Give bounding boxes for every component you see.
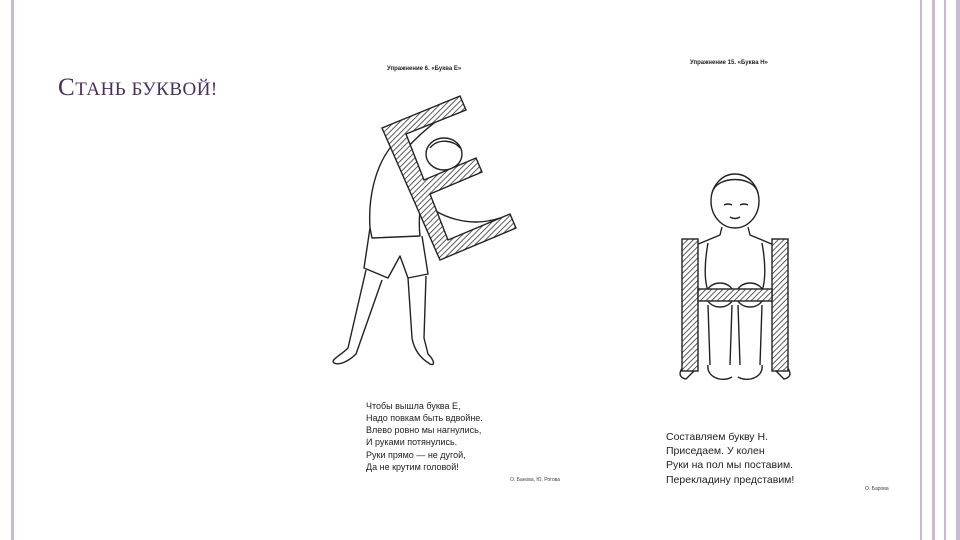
poem-line: Приседаем. У колен — [666, 445, 765, 458]
right-border-stripe — [956, 0, 960, 540]
letter-e-figure — [320, 88, 530, 378]
poem-line: Руки на пол мы поставим. — [666, 459, 794, 472]
title-first-letter: С — [58, 74, 76, 101]
title-rest: ТАНЬ БУКВОЙ! — [75, 79, 218, 100]
poem-line: Чтобы вышла буква Е, — [366, 401, 461, 411]
right-border-stripe — [944, 0, 946, 540]
poem-line: Перекладину представим! — [666, 473, 795, 486]
poem-line: Руки прямо — не дугой, — [366, 449, 466, 460]
poem-line: Да не крутим головой! — [366, 461, 459, 472]
poem-author-right: О. Барова — [865, 486, 889, 492]
right-border-stripe — [932, 0, 935, 540]
poem-letter-e — [366, 400, 483, 473]
poem-author-left: О. Банова, Ю. Рогова — [510, 477, 561, 483]
letter-h-figure — [660, 165, 810, 400]
poem-line: И руками потянулись. — [366, 437, 458, 448]
exercise-caption-right: Упражнение 15. «Буква Н» — [690, 60, 768, 66]
exercise-caption-left: Упражнение 6. «Буква Е» — [387, 66, 462, 72]
poem-line: Влево ровно мы нагнулись, — [366, 425, 482, 436]
poem-line: Составляем букву Н. — [666, 431, 768, 443]
poem-line: Надо повкам быть вдвойне. — [366, 413, 483, 424]
left-border — [11, 0, 14, 540]
right-border-stripe — [920, 0, 922, 540]
poem-letter-h — [666, 430, 794, 487]
slide-title — [58, 74, 218, 102]
